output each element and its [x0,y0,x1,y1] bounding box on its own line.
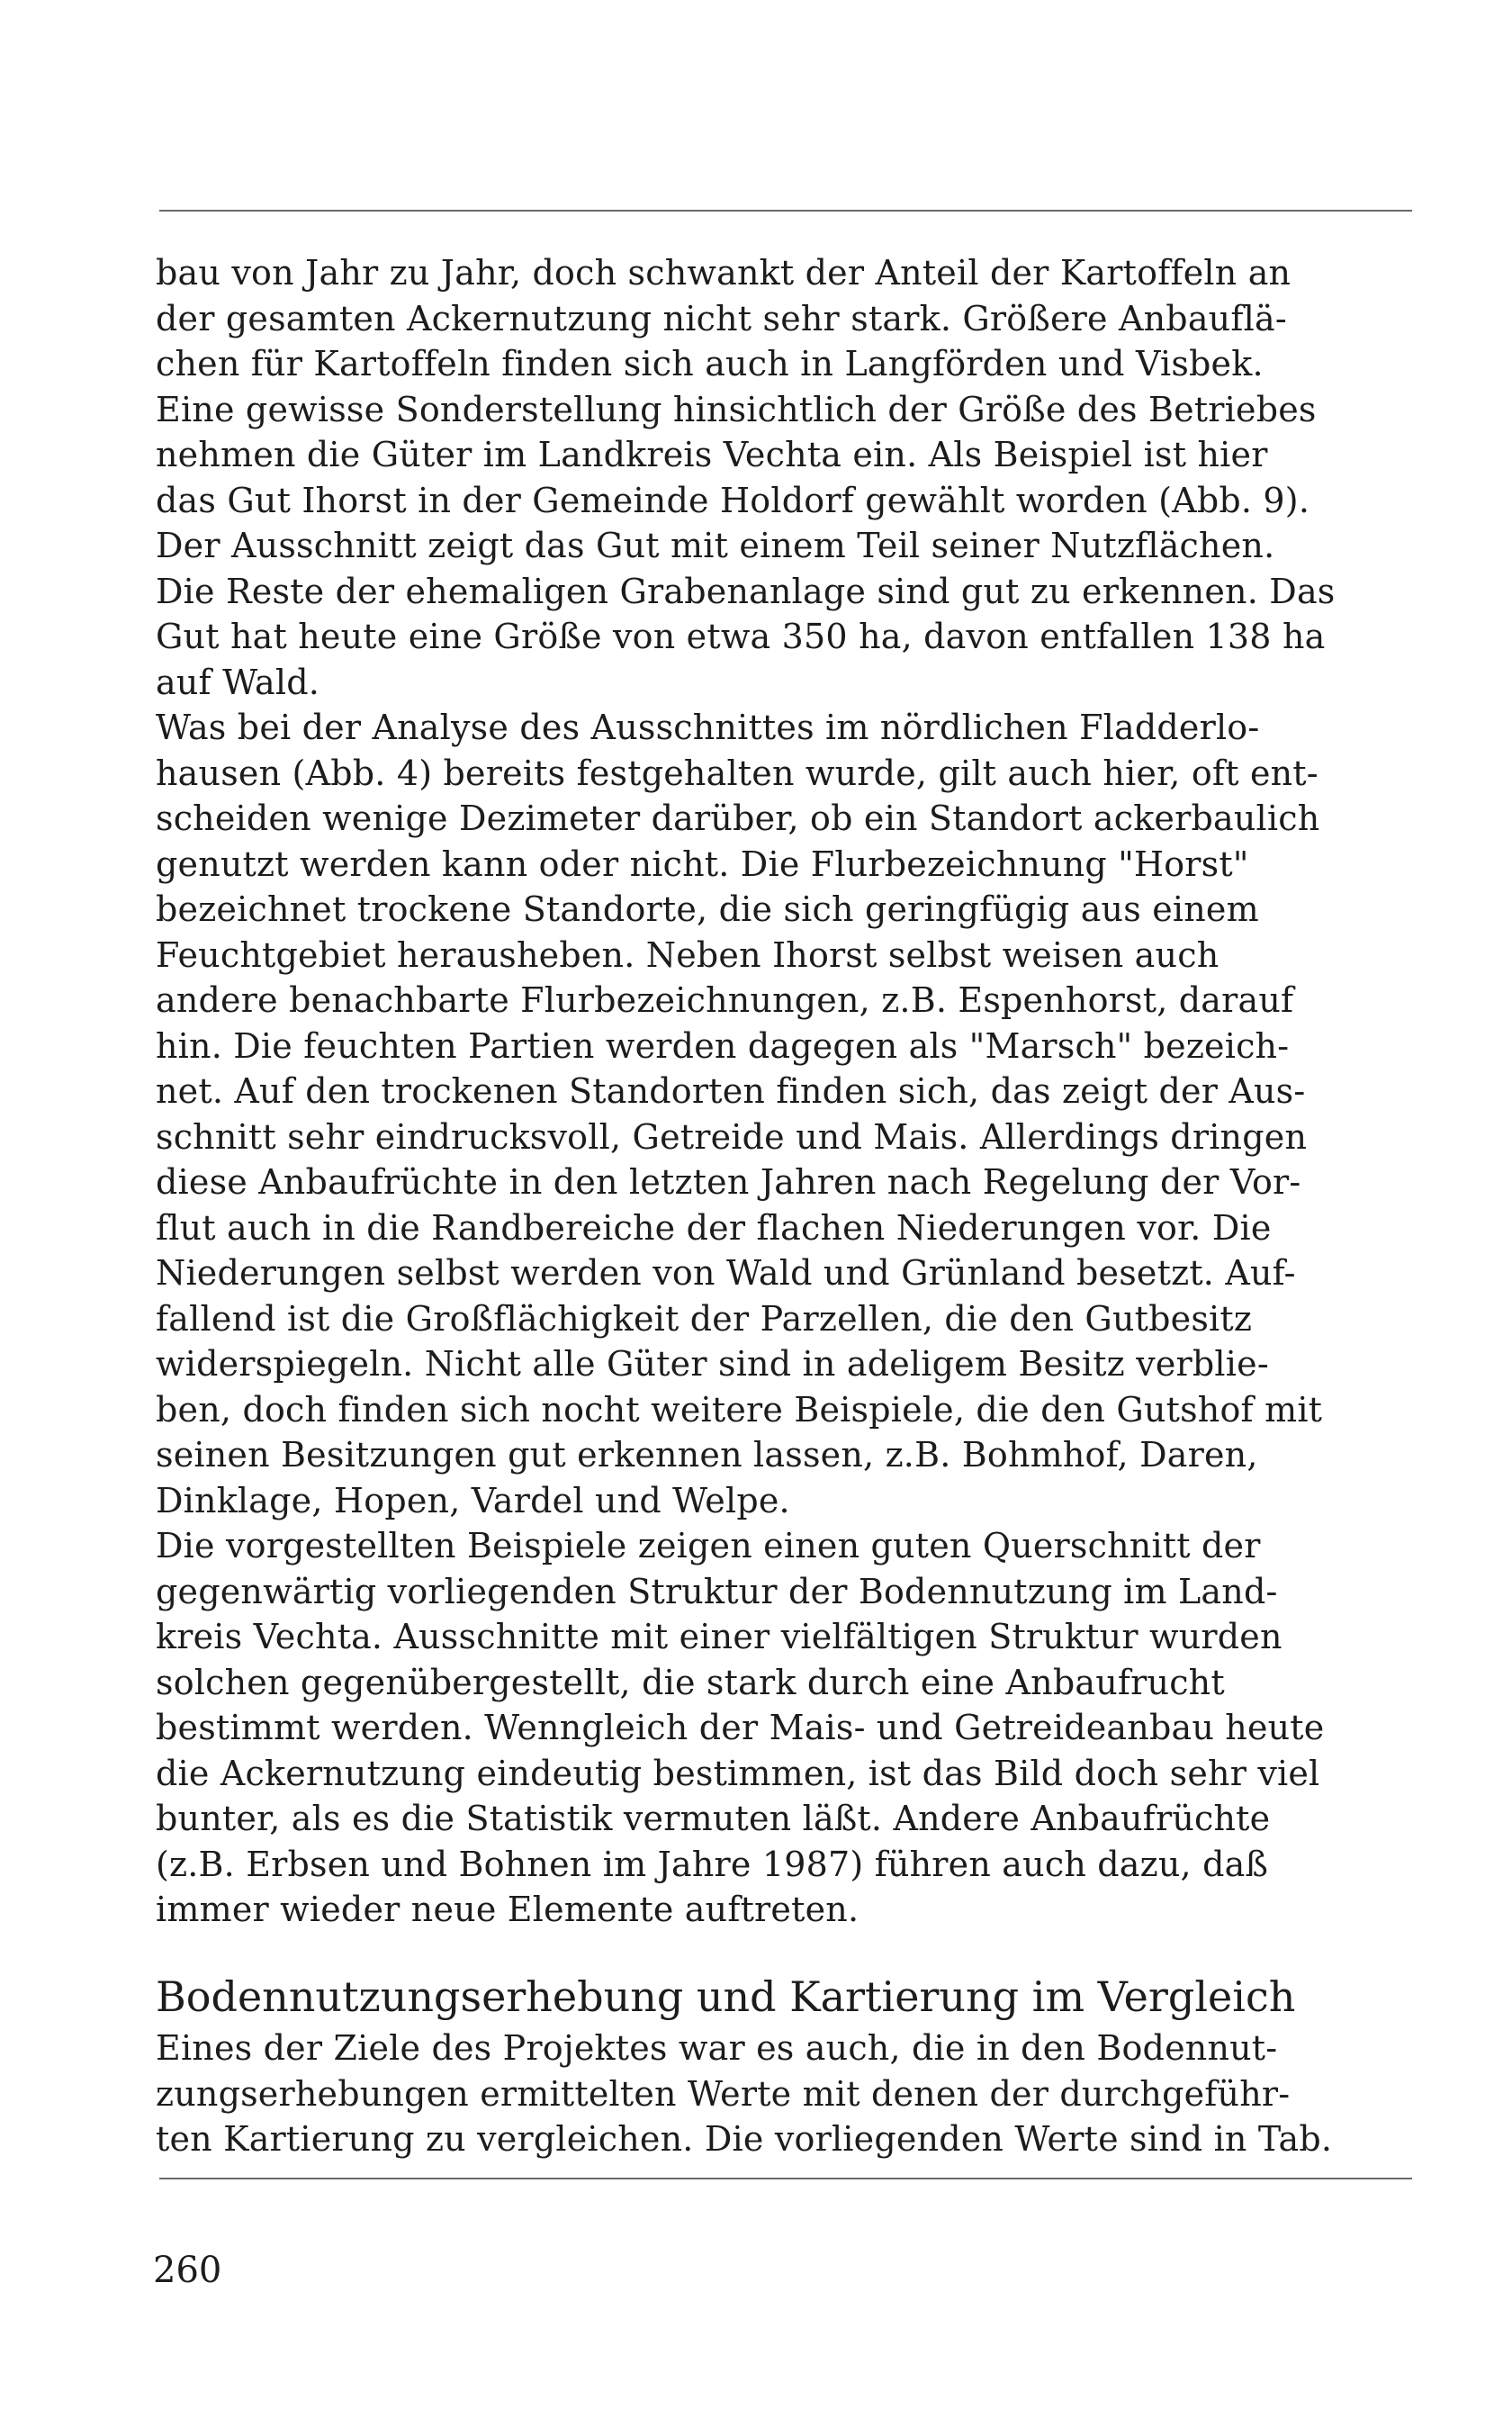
text-line: scheiden wenige Dezimeter darüber, ob ein Standort ackerbaulich [156,798,1320,838]
paragraph-2 [156,705,1416,1523]
text-line: bunter, als es die Statistik vermuten läßt. Andere Anbaufrüchte [156,1799,1271,1838]
text-line: Der Ausschnitt zeigt das Gut mit einem Teil seiner Nutzflächen. [156,526,1275,565]
text-line: auf Wald. [156,662,320,702]
text-line: Was bei der Analyse des Ausschnittes im nördlichen Fladderlo- [156,708,1260,747]
text-line: ten Kartierung zu vergleichen. Die vorliegenden Werte sind in Tab. [156,2119,1333,2159]
text-line: die Ackernutzung eindeutig bestimmen, ist das Bild doch sehr viel [156,1753,1320,1793]
text-line: Dinklage, Hopen, Vardel und Welpe. [156,1480,790,1520]
text-line: bestimmt werden. Wenngleich der Mais- und Getreideanbau heute [156,1708,1325,1747]
paragraph-3 [156,1523,1416,1933]
text-line: hausen (Abb. 4) bereits festgehalten wurde, gilt auch hier, oft ent- [156,753,1318,793]
text-line: ben, doch finden sich nocht weitere Beispiele, die den Gutshof mit [156,1389,1323,1430]
text-line: net. Auf den trockenen Standorten finden sich, das zeigt der Aus- [156,1071,1306,1111]
text-line: zungserhebungen ermittelten Werte mit denen der durchgeführ- [156,2073,1291,2114]
text-line: Niederungen selbst werden von Wald und Grünland besetzt. Auf- [156,1253,1296,1293]
text-line: Die vorgestellten Beispiele zeigen einen guten Querschnitt der [156,1526,1261,1565]
body-text [156,250,1416,1933]
text-line: chen für Kartoffeln finden sich auch in Langförden und Visbek. [156,344,1264,383]
top-rule [159,210,1412,212]
text-line: solchen gegenübergestellt, die stark durch eine Anbaufrucht [156,1662,1225,1702]
text-line: der gesamten Ackernutzung nicht sehr stark. Größere Anbauflä- [156,298,1287,338]
section-heading: Bodennutzungserhebung und Kartierung im Vergleich [156,1972,1296,2021]
text-line: schnitt sehr eindrucksvoll, Getreide und Mais. Allerdings dringen [156,1116,1308,1157]
paragraph-1 [156,250,1416,705]
text-line: nehmen die Güter im Landkreis Vechta ein. Als Beispiel ist hier [156,435,1268,474]
text-line: flut auch in die Randbereiche der flachen Niederungen vor. Die [156,1207,1272,1248]
page-number: 260 [153,2250,222,2291]
text-line: andere benachbarte Flurbezeichnungen, z.B. Espenhorst, darauf [156,980,1294,1020]
text-line: seinen Besitzungen gut erkennen lassen, z.B. Bohmhof, Daren, [156,1435,1258,1475]
text-line: hin. Die feuchten Partien werden dagegen als "Marsch" bezeich- [156,1025,1290,1066]
bottom-rule [159,2178,1412,2179]
text-line: (z.B. Erbsen und Bohnen im Jahre 1987) führen auch dazu, daß [156,1844,1269,1884]
text-line: Die Reste der ehemaligen Grabenanlage sind gut zu erkennen. Das [156,571,1336,611]
text-line: bezeichnet trockene Standorte, die sich geringfügig aus einem [156,889,1259,929]
section-body-text [156,2026,1416,2162]
text-line: Feuchtgebiet herausheben. Neben Ihorst selbst weisen auch [156,934,1220,975]
text-line: Eine gewisse Sonderstellung hinsichtlich der Größe des Betriebes [156,389,1317,429]
text-line: gegenwärtig vorliegenden Struktur der Bodennutzung im Land- [156,1571,1278,1611]
text-line: Eines der Ziele des Projektes war es auch, die in den Bodennut- [156,2028,1278,2068]
text-line: bau von Jahr zu Jahr, doch schwankt der Anteil der Kartoffeln an [156,253,1292,293]
text-line: immer wieder neue Elemente auftreten. [156,1890,860,1929]
text-line: genutzt werden kann oder nicht. Die Flurbezeichnung "Horst" [156,844,1249,884]
text-line: das Gut Ihorst in der Gemeinde Holdorf gewählt worden (Abb. 9). [156,480,1310,520]
text-line: Gut hat heute eine Größe von etwa 350 ha, davon entfallen 138 ha [156,617,1326,656]
text-line: kreis Vechta. Ausschnitte mit einer vielfältigen Struktur wurden [156,1617,1282,1656]
text-line: fallend ist die Großflächigkeit der Parzellen, die den Gutbesitz [156,1298,1253,1339]
text-line: widerspiegeln. Nicht alle Güter sind in adeligem Besitz verblie- [156,1344,1269,1384]
text-line: diese Anbaufrüchte in den letzten Jahren nach Regelung der Vor- [156,1162,1301,1202]
